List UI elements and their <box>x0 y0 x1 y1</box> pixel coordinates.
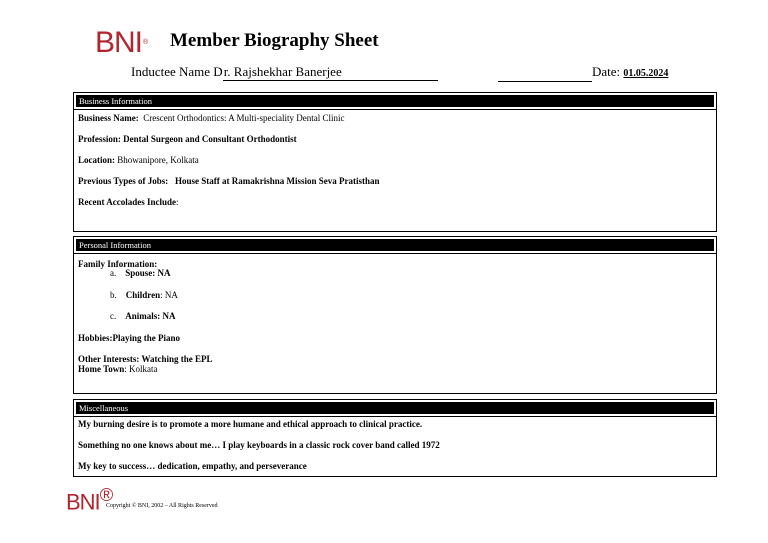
inductee-name-value: r. Rajshekhar Banerjee <box>223 64 438 81</box>
bni-logo-mark: ® <box>143 39 148 46</box>
children-label: Children <box>125 290 161 300</box>
section-divider <box>74 253 716 254</box>
business-name-value: Crescent Orthodontics: A Multi-speciality Dental Clinic <box>143 113 345 123</box>
children-row <box>110 290 178 301</box>
inductee-name-label: Inductee Name D <box>131 64 223 79</box>
date-field <box>498 64 668 82</box>
profession-row <box>78 134 297 145</box>
spouse-label: Spouse: <box>125 268 156 278</box>
business-name-label: Business Name: <box>78 113 139 123</box>
personal-information-section <box>73 236 717 394</box>
business-name-row <box>78 113 344 124</box>
previous-jobs-row <box>78 176 380 187</box>
children-marker: b. <box>110 290 117 300</box>
date-underline <box>498 68 592 82</box>
footer-logo-mark: ® <box>99 484 113 505</box>
other-interests-label: Other Interests: <box>78 354 140 364</box>
home-town-value: : Kolkata <box>124 364 158 374</box>
date-label: Date: <box>592 64 624 79</box>
previous-jobs-value: House Staff at Ramakrishna Mission Seva Pratisthan <box>175 176 380 186</box>
bni-logo <box>95 28 147 58</box>
spouse-row <box>110 268 171 279</box>
key-to-success-line: My key to success… dedication, empathy, and perseverance <box>78 461 307 471</box>
hobbies-value: Playing the Piano <box>112 333 181 343</box>
animals-row <box>110 311 176 322</box>
location-row <box>78 155 199 166</box>
miscellaneous-heading: Miscellaneous <box>76 402 714 414</box>
hobbies-row <box>78 333 180 344</box>
previous-jobs-label: Previous Types of Jobs: <box>78 176 169 186</box>
animals-label: Animals: <box>125 311 161 321</box>
other-interests-value: Watching the EPL <box>141 354 213 364</box>
secret-fact-line: Something no one knows about me… I play keyboards in a classic rock cover band called 1972 <box>78 440 440 450</box>
location-label: Location: <box>78 155 115 165</box>
accolades-label: Recent Accolades Include <box>78 197 176 207</box>
personal-information-heading: Personal Information <box>76 239 714 251</box>
animals-value: NA <box>162 311 176 321</box>
page-title: Member Biography Sheet <box>170 30 379 51</box>
burning-desire-line: My burning desire is to promote a more humane and ethical approach to clinical practice. <box>78 419 423 429</box>
children-value: : NA <box>160 290 178 300</box>
date-value: 01.05.2024 <box>623 68 669 79</box>
miscellaneous-section <box>73 399 717 477</box>
bni-logo-text: BNI <box>95 26 143 59</box>
family-information-label: Family Information: <box>78 259 158 269</box>
business-information-heading: Business Information <box>76 95 714 107</box>
profession-value: Dental Surgeon and Consultant Orthodontist <box>123 134 297 144</box>
home-town-label: Home Town <box>78 364 125 374</box>
footer-logo-text: BNI <box>66 489 100 515</box>
inductee-name-field <box>131 64 438 81</box>
home-town-row <box>78 364 158 375</box>
location-value: Bhowanipore, Kolkata <box>117 155 199 165</box>
hobbies-label: Hobbies: <box>78 333 113 343</box>
section-divider <box>74 109 716 110</box>
spouse-marker: a. <box>110 268 117 278</box>
accolades-row <box>78 197 179 208</box>
profession-label: Profession: <box>78 134 121 144</box>
accolades-colon: : <box>176 197 179 207</box>
spouse-value: NA <box>157 268 171 278</box>
section-divider <box>74 416 716 417</box>
animals-marker: c. <box>110 311 117 321</box>
business-information-section <box>73 92 717 232</box>
copyright-notice: Copyright © BNI, 2002 – All Rights Reserved <box>106 503 218 509</box>
